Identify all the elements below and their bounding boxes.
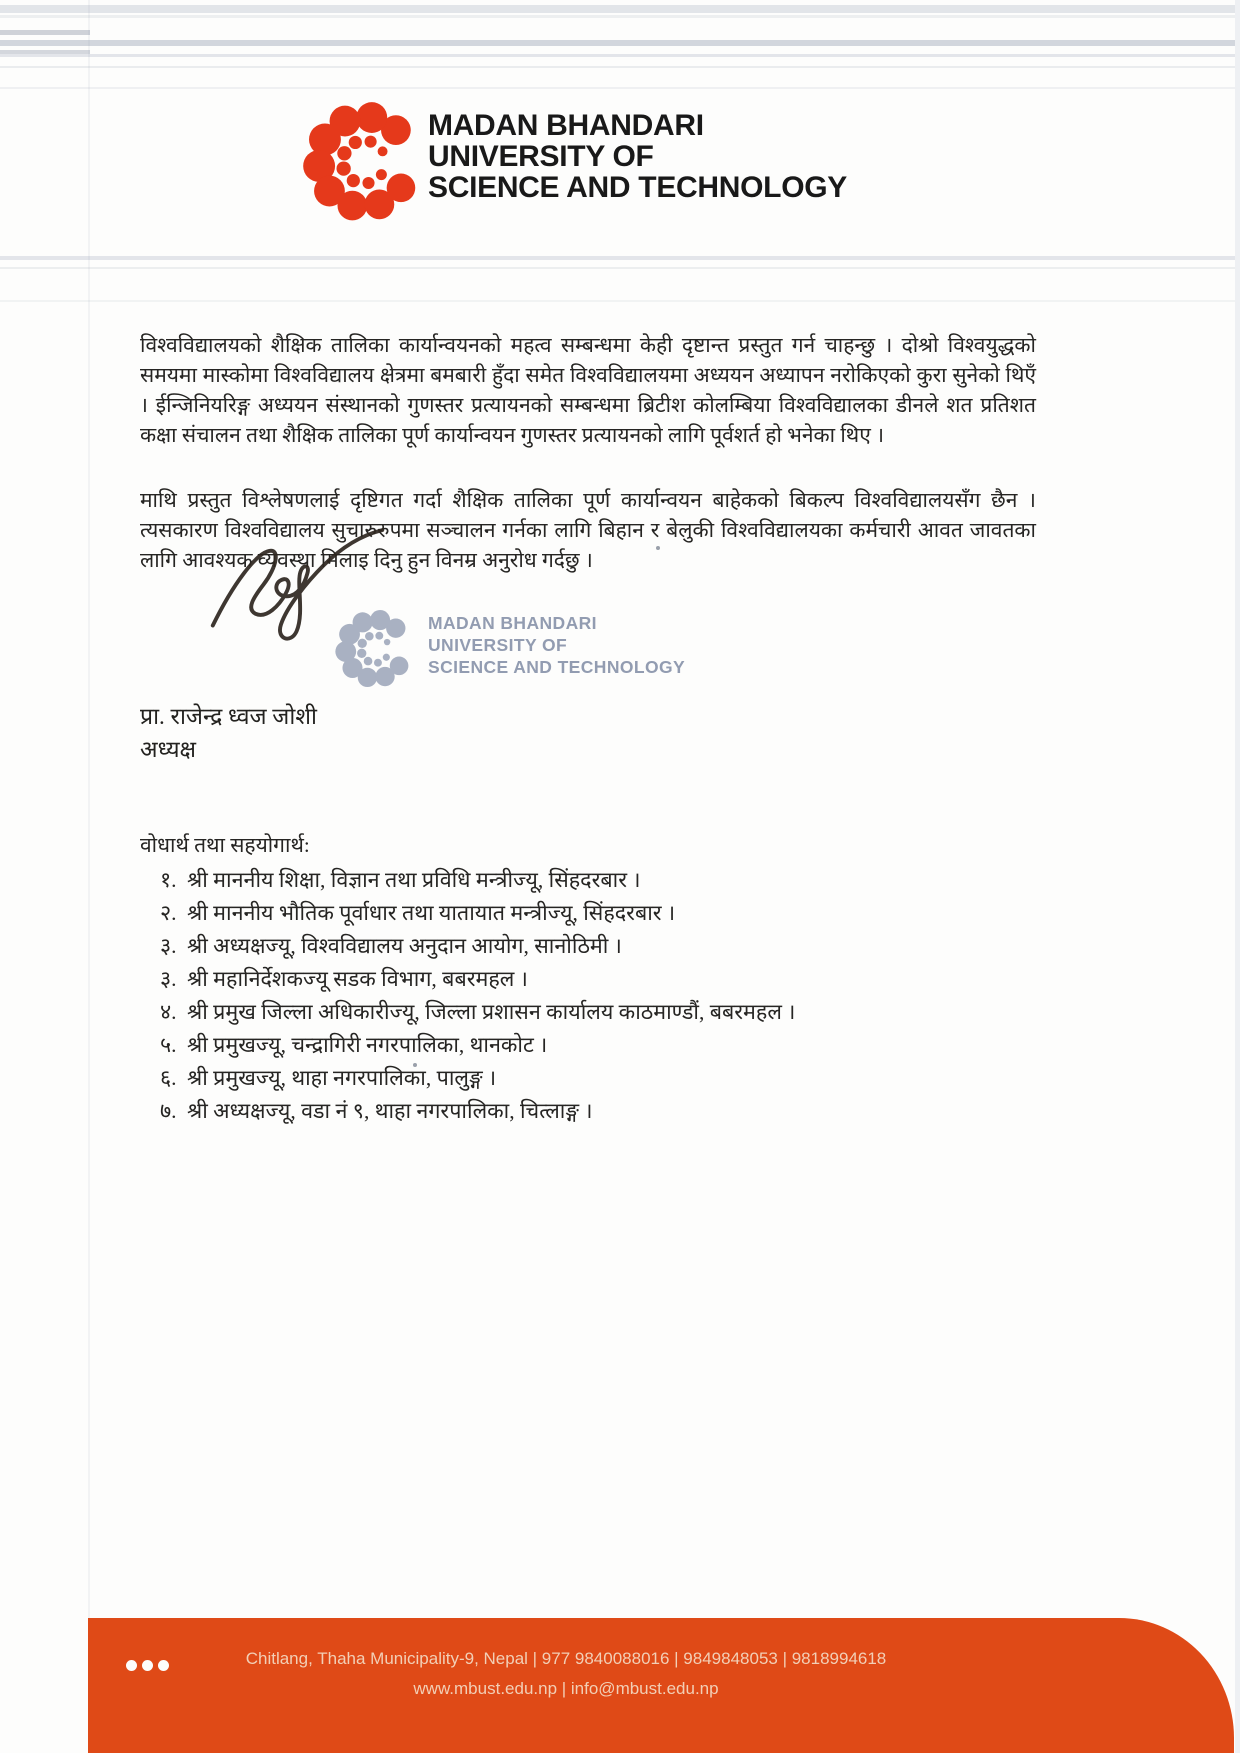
footer-web-line: www.mbust.edu.np | info@mbust.edu.np	[413, 1679, 719, 1698]
cc-item-text: श्री माननीय शिक्षा, विज्ञान तथा प्रविधि मन्त्रीज्यू, सिंहदरबार ।	[187, 868, 641, 892]
university-name-line2: UNIVERSITY OF	[428, 140, 654, 173]
stamp-line3: SCIENCE AND TECHNOLOGY	[428, 657, 686, 677]
cc-item-number: १.	[160, 868, 177, 892]
scan-edge	[1235, 0, 1240, 1753]
university-dot-logo-icon	[298, 96, 430, 228]
cc-list-item	[160, 963, 1020, 996]
cc-item-number: ५.	[160, 1033, 177, 1057]
cc-list-item	[160, 864, 1020, 897]
scan-streak	[0, 66, 1240, 68]
cc-item-number: ३.	[160, 967, 177, 991]
university-name-line1: MADAN BHANDARI	[428, 109, 704, 142]
cc-item-number: ३.	[160, 934, 177, 958]
footer-contact	[88, 1644, 1044, 1704]
cc-item-text: श्री प्रमुख जिल्ला अधिकारीज्यू, जिल्ला प्रशासन कार्यालय काठमाण्डौं, बबरमहल ।	[187, 1000, 796, 1024]
cc-item-text: श्री माननीय भौतिक पूर्वाधार तथा यातायात मन्त्रीज्यू, सिंहदरबार ।	[187, 901, 676, 925]
scan-streak	[0, 87, 1240, 89]
scan-streak	[0, 50, 90, 54]
cc-item-text: श्री अध्यक्षज्यू, वडा नं ९, थाहा नगरपालिका, चित्लाङ्ग ।	[187, 1099, 593, 1123]
signatory-name: प्रा. राजेन्द्र ध्वज जोशी	[140, 704, 317, 729]
footer-address-line: Chitlang, Thaha Municipality-9, Nepal | 977 9840088016 | 9849848053 | 9818994618	[245, 1649, 887, 1668]
cc-item-number: ४.	[160, 1000, 177, 1024]
cc-list-item	[160, 1062, 1020, 1095]
cc-list	[160, 864, 1020, 1128]
stamp-line1: MADAN BHANDARI	[428, 613, 597, 633]
cc-heading: वोधार्थ तथा सहयोगार्थ:	[140, 833, 310, 857]
scan-streak	[0, 300, 1240, 302]
letter-paragraph-2: माथि प्रस्तुत विश्लेषणलाई दृष्टिगत गर्दा शैक्षिक तालिका पूर्ण कार्यान्वयन बाहेकको बिकल्प विश्वविद्यालयसँग छैन । त्यसकारण विश्वविद्यालय सुचारुरुपमा सञ्चालन गर्नका लागि बिहान र बेलुकी विश्वविद्यालयका कर्मचारी आवत जावतका लागि आवश्यक व्यवस्था मिलाइ दिनु हुन विनम्र अनुरोध गर्दछु ।	[140, 488, 1036, 572]
cc-item-number: ७.	[160, 1099, 177, 1123]
cc-list-item	[160, 930, 1020, 963]
stamp-dot-logo-icon	[332, 606, 418, 692]
scan-streak	[0, 267, 1240, 269]
cc-list-item	[160, 1095, 1020, 1128]
cc-item-number: ६.	[160, 1066, 177, 1090]
scan-edge	[88, 0, 90, 1753]
university-name-line3: SCIENCE AND TECHNOLOGY	[428, 171, 847, 204]
scan-streak	[0, 5, 1240, 13]
cc-list-item	[160, 897, 1020, 930]
signatory-title: अध्यक्ष	[140, 737, 197, 762]
cc-list-item	[160, 1029, 1020, 1062]
cc-item-text: श्री अध्यक्षज्यू, विश्वविद्यालय अनुदान आयोग, सानोठिमी ।	[187, 934, 622, 958]
scan-streak	[0, 256, 1240, 260]
cc-item-number: २.	[160, 901, 177, 925]
scan-streak	[0, 15, 1240, 18]
footer-band	[88, 1618, 1234, 1753]
university-name	[428, 110, 847, 203]
cc-item-text: श्री महानिर्देशकज्यू सडक विभाग, बबरमहल ।	[187, 967, 528, 991]
scan-streak	[0, 40, 1240, 46]
stamp-text	[428, 612, 685, 678]
cc-item-text: श्री प्रमुखज्यू, थाहा नगरपालिका, पालुङ्ग ।	[187, 1066, 497, 1090]
cc-list-item	[160, 996, 1020, 1029]
scan-streak	[0, 30, 90, 35]
scan-streak	[0, 54, 1240, 57]
letter-paragraph-1: विश्वविद्यालयको शैक्षिक तालिका कार्यान्वयनको महत्व सम्बन्धमा केही दृष्टान्त प्रस्तुत गर्न चाहन्छु । दोश्रो विश्वयुद्धको समयमा मास्कोमा विश्वविद्यालय क्षेत्रमा बमबारी हुँदा समेत विश्वविद्यालयमा अध्ययन अध्यापन नरोकिएको कुरा सुनेको थिएँ । ईन्जिनियरिङ्ग अध्ययन संस्थानको गुणस्तर प्रत्यायनको सम्बन्धमा ब्रिटीश कोलम्बिया विश्वविद्यालका डीनले शत प्रतिशत कक्षा संचालन तथा शैक्षिक तालिका पूर्ण कार्यान्वयन गुणस्तर प्रत्यायनको लागि पूर्वशर्त हो भनेका थिए ।	[140, 333, 1036, 447]
cc-item-text: श्री प्रमुखज्यू, चन्द्रागिरी नगरपालिका, थानकोट ।	[187, 1033, 548, 1057]
stamp-line2: UNIVERSITY OF	[428, 635, 568, 655]
